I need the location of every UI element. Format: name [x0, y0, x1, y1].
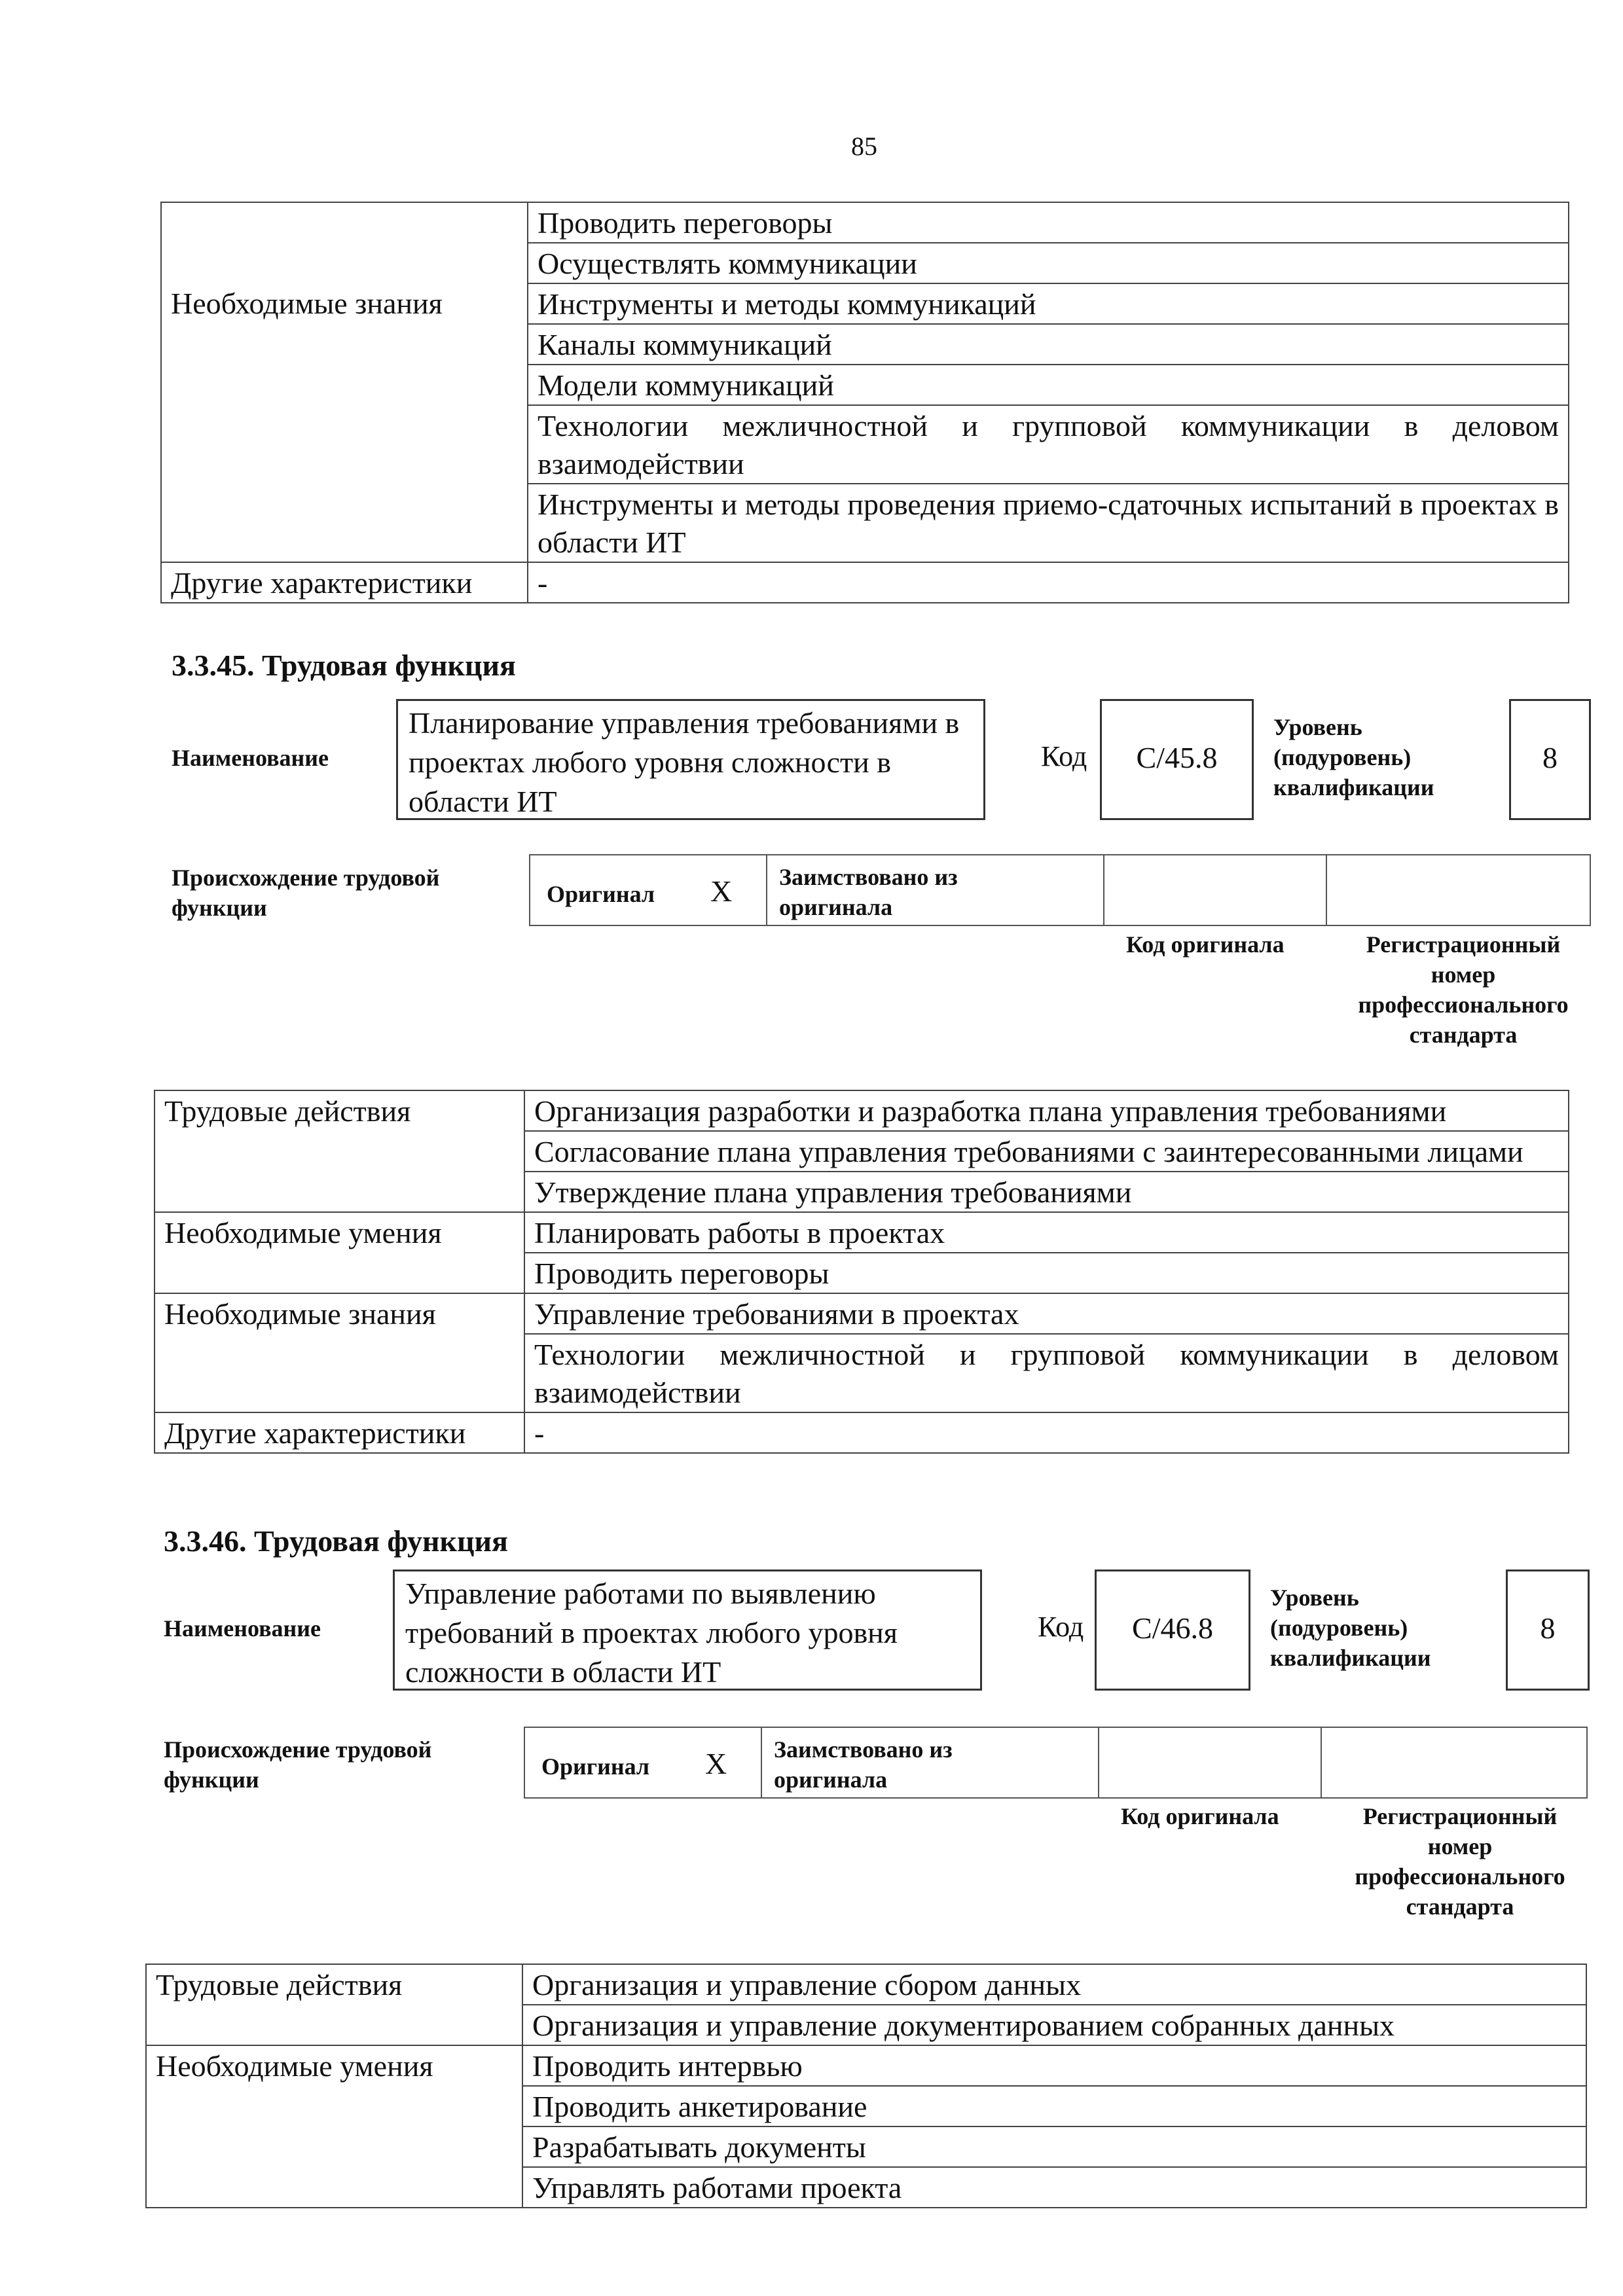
table-row: [155, 1172, 1569, 1212]
function-46-table: [145, 1964, 1587, 2208]
function-46-heading: 3.3.46. Трудовая функция: [164, 1524, 508, 1558]
row-text: Планировать работы в проектах: [524, 1212, 1569, 1253]
row-text: -: [528, 562, 1569, 603]
function-46-code-box: [1095, 1570, 1250, 1691]
row-label: [146, 2167, 522, 2208]
row-label: [155, 1253, 524, 1293]
row-label: [161, 243, 528, 283]
table-row: [155, 1253, 1569, 1293]
table-row: [161, 324, 1569, 365]
level-label: Уровень (подуровень) квалификации: [1270, 1585, 1431, 1671]
row-text: Организация и управление сбором данных: [522, 1964, 1586, 2005]
row-label: [146, 2126, 522, 2167]
function-45-name: Планирование управления требованиями в проектах любого уровня сложности в области ИТ: [409, 706, 960, 818]
table-row: [155, 1131, 1569, 1172]
original-label: Оригинал: [547, 881, 655, 907]
borrowed-label: Заимствовано из оригинала: [774, 1736, 953, 1793]
table-row: [146, 2005, 1586, 2045]
code-original-label: Код оригинала: [1121, 1803, 1279, 1829]
table-row: [146, 2126, 1586, 2167]
row-text: Проводить переговоры: [524, 1253, 1569, 1293]
row-label: [161, 405, 528, 484]
table-row: [155, 1293, 1569, 1334]
original-mark: X: [710, 874, 733, 908]
row-label: [161, 484, 528, 562]
function-45-table: [154, 1090, 1569, 1454]
table-row: [146, 2167, 1586, 2208]
table-row: [161, 484, 1569, 562]
row-text: Утверждение плана управления требованиями: [524, 1172, 1569, 1212]
row-text: Разрабатывать документы: [522, 2126, 1586, 2167]
table-row: [161, 405, 1569, 484]
function-45-level-box: [1509, 699, 1591, 820]
function-45-name-box: [396, 699, 985, 820]
row-text: Технологии межличностной и групповой коммуникации в деловом взаимодействии: [528, 405, 1569, 484]
reg-number-label: Регистрационный номер профессионального стандарта: [1358, 931, 1569, 1048]
row-text: -: [524, 1412, 1569, 1453]
row-text: Модели коммуникаций: [528, 365, 1569, 405]
row-label: Необходимые умения: [146, 2045, 522, 2086]
row-label: [155, 1334, 524, 1412]
function-45-level: 8: [1542, 741, 1558, 774]
row-text: Проводить анкетирование: [522, 2086, 1586, 2126]
table-row: [146, 1964, 1586, 2005]
original-label: Оригинал: [541, 1753, 650, 1780]
function-46-code: C/46.8: [1132, 1611, 1213, 1645]
row-text: Проводить переговоры: [528, 202, 1569, 243]
borrowed-label: Заимствовано из оригинала: [779, 864, 958, 920]
table-row: [161, 283, 1569, 324]
code-label: Код: [1041, 740, 1087, 772]
row-label: [155, 1131, 524, 1172]
row-label: [161, 324, 528, 365]
row-label: Трудовые действия: [155, 1090, 524, 1131]
function-46-name-box: [393, 1570, 982, 1691]
origin-label: Происхождение трудовой функции: [164, 1736, 432, 1793]
table-row: [155, 1334, 1569, 1412]
function-45-heading: 3.3.45. Трудовая функция: [172, 649, 516, 682]
name-label: Наименование: [164, 1615, 321, 1641]
reg-number-label: Регистрационный номер профессионального стандарта: [1355, 1803, 1565, 1920]
top-table: [160, 202, 1569, 603]
row-label: Необходимые умения: [155, 1212, 524, 1253]
code-label: Код: [1038, 1611, 1084, 1643]
row-text: Технологии межличностной и групповой коммуникации в деловом взаимодействии: [524, 1334, 1569, 1412]
row-text: Организация и управление документированием собранных данных: [522, 2005, 1586, 2045]
code-original-label: Код оригинала: [1126, 931, 1285, 958]
original-mark: X: [705, 1747, 727, 1780]
table-row: [155, 1090, 1569, 1131]
row-text: Инструменты и методы коммуникаций: [528, 283, 1569, 324]
row-text: Согласование плана управления требованиями с заинтересованными лицами: [524, 1131, 1569, 1172]
row-label: [146, 2086, 522, 2126]
origin-table: [529, 854, 1591, 926]
row-label: Другие характеристики: [155, 1412, 524, 1453]
row-text: Инструменты и методы проведения приемо-сдаточных испытаний в проектах в области ИТ: [528, 484, 1569, 562]
row-label: [161, 365, 528, 405]
origin-table: [524, 1727, 1588, 1799]
row-label: Необходимые знания: [161, 283, 528, 324]
level-label: Уровень (подуровень) квалификации: [1273, 714, 1434, 800]
row-label: [146, 2005, 522, 2045]
page-number: 85: [851, 132, 877, 161]
row-text: Осуществлять коммуникации: [528, 243, 1569, 283]
row-label: [161, 202, 528, 243]
row-label: [155, 1172, 524, 1212]
function-45-code-box: [1100, 699, 1254, 820]
row-text: Управление требованиями в проектах: [524, 1293, 1569, 1334]
table-row: [161, 365, 1569, 405]
row-label: Другие характеристики: [161, 562, 528, 603]
table-row: [146, 2045, 1586, 2086]
function-46-name: Управление работами по выявлению требований в проектах любого уровня сложности в области ИТ: [405, 1577, 898, 1689]
row-label: Необходимые знания: [155, 1293, 524, 1334]
table-row: [161, 202, 1569, 243]
table-row: [155, 1412, 1569, 1453]
row-text: Каналы коммуникаций: [528, 324, 1569, 365]
name-label: Наименование: [172, 745, 329, 771]
table-row: [146, 2086, 1586, 2126]
origin-label: Происхождение трудовой функции: [172, 865, 440, 921]
row-text: Организация разработки и разработка плана управления требованиями: [524, 1090, 1569, 1131]
function-46-level: 8: [1540, 1611, 1556, 1645]
row-text: Проводить интервью: [522, 2045, 1586, 2086]
row-text: Управлять работами проекта: [522, 2167, 1586, 2208]
function-46-level-box: [1506, 1570, 1590, 1691]
row-label: Трудовые действия: [146, 1964, 522, 2005]
table-row: [155, 1212, 1569, 1253]
table-row: [161, 562, 1569, 603]
table-row: [161, 243, 1569, 283]
function-45-code: C/45.8: [1136, 741, 1218, 774]
